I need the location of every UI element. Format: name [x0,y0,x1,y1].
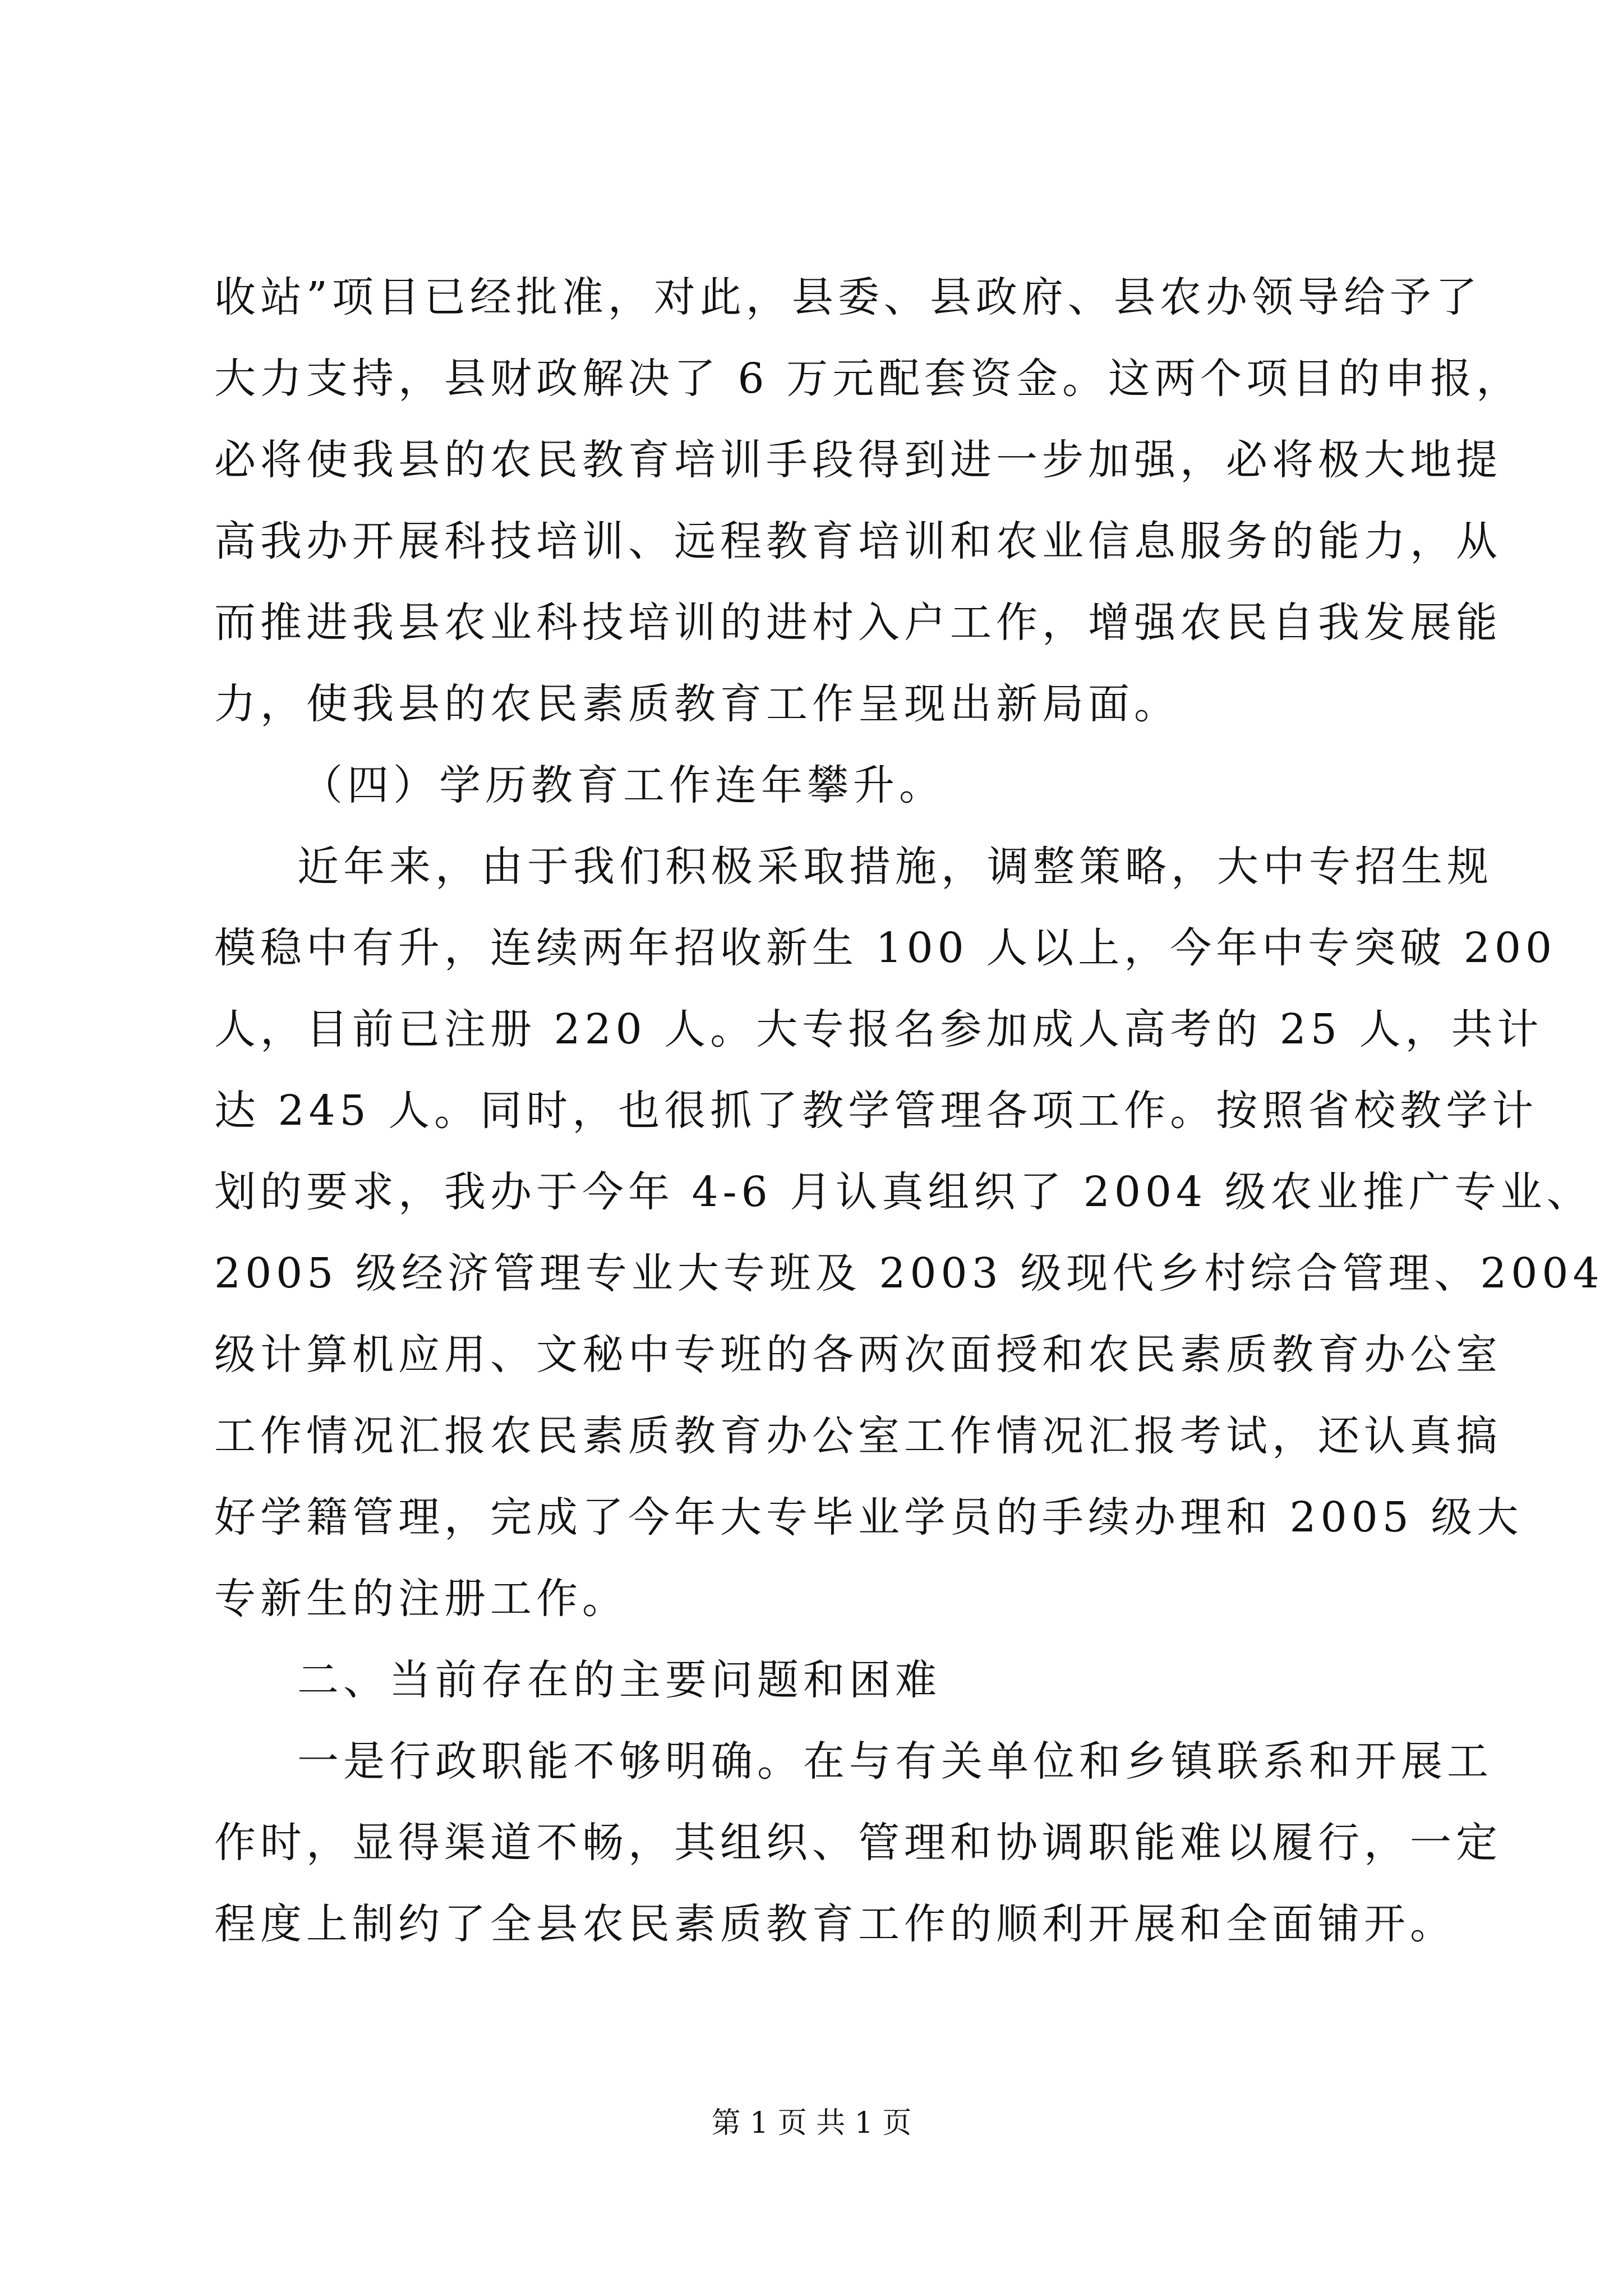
text-line: 2005 级经济管理专业大专班及 2003 级现代乡村综合管理、2004 [214,1249,1604,1297]
text-line: 高我办开展科技培训、远程教育培训和农业信息服务的能力，从 [214,517,1502,565]
paragraph-first-line: 近年来，由于我们积极采取措施，调整策略，大中专招生规 [297,843,1493,891]
section-heading: 二、当前存在的主要问题和困难 [297,1656,941,1704]
text-line: 程度上制约了全县农民素质教育工作的顺利开展和全面铺开。 [214,1900,1456,1948]
text-line: 收站”项目已经批准，对此，县委、县政府、县农办领导给予了 [214,273,1482,321]
text-line: 力，使我县的农民素质教育工作呈现出新局面。 [214,680,1180,728]
text-line: 而推进我县农业科技培训的进村入户工作，增强农民自我发展能 [214,599,1502,647]
text-line: 模稳中有升，连续两年招收新生 100 人以上，今年中专突破 200 [214,924,1557,972]
section-heading: （四）学历教育工作连年攀升。 [301,761,945,809]
text-line: 好学籍管理，完成了今年大专毕业学员的手续办理和 2005 级大 [214,1493,1523,1542]
body-text [214,257,1604,1965]
text-line: 作时，显得渠道不畅，其组织、管理和协调职能难以履行，一定 [214,1819,1502,1867]
text-line: 工作情况汇报农民素质教育办公室工作情况汇报考试，还认真搞 [214,1412,1502,1460]
page-footer: 第 1 页 共 1 页 [711,2106,912,2140]
text-line: 划的要求，我办于今年 4-6 月认真组织了 2004 级农业推广专业、 [214,1168,1593,1216]
text-line: 人，目前已注册 220 人。大专报名参加成人高考的 25 人，共计 [214,1005,1543,1053]
text-line: 级计算机应用、文秘中专班的各两次面授和农民素质教育办公室 [214,1331,1502,1379]
paragraph-first-line: 一是行政职能不够明确。在与有关单位和乡镇联系和开展工 [297,1737,1493,1786]
text-line: 大力支持，县财政解决了 6 万元配套资金。这两个项目的申报， [214,355,1523,403]
text-line: 必将使我县的农民教育培训手段得到进一步加强，必将极大地提 [214,436,1502,484]
text-line: 达 245 人。同时，也很抓了教学管理各项工作。按照省校教学计 [214,1087,1538,1135]
text-line: 专新生的注册工作。 [214,1575,628,1623]
